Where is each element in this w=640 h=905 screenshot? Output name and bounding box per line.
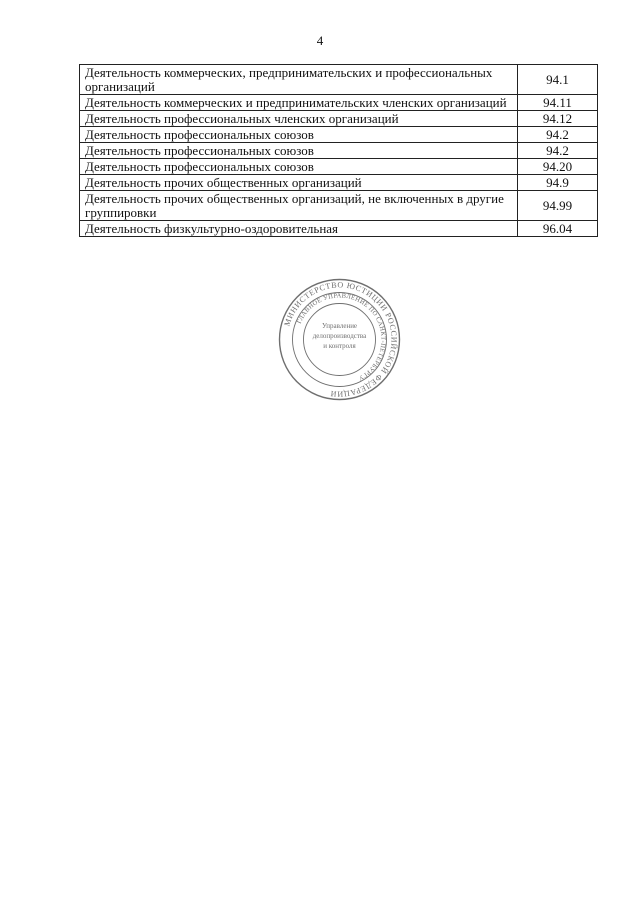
table-row: [80, 127, 598, 143]
activity-codes-table: [79, 64, 598, 237]
table-row: [80, 65, 598, 95]
code-cell: 94.12: [518, 111, 598, 127]
stamp-seal-graphic: [277, 277, 402, 402]
code-cell: 94.2: [518, 143, 598, 159]
activity-cell: Деятельность профессиональных союзов: [80, 143, 518, 159]
activity-cell: Деятельность коммерческих, предпринимательских и профессиональных организаций: [80, 65, 518, 95]
official-stamp: [277, 277, 402, 402]
activity-cell: Деятельность прочих общественных организаций, не включенных в другие группировки: [80, 191, 518, 221]
code-cell: 94.20: [518, 159, 598, 175]
code-cell: 94.2: [518, 127, 598, 143]
code-cell: 94.9: [518, 175, 598, 191]
stamp-center-line1: Управление: [321, 322, 358, 330]
code-cell: 94.1: [518, 65, 598, 95]
table-row: [80, 191, 598, 221]
table-row: [80, 221, 598, 237]
table-row: [80, 95, 598, 111]
table-row: [80, 159, 598, 175]
activity-cell: Деятельность прочих общественных организаций: [80, 175, 518, 191]
activity-cell: Деятельность физкультурно-оздоровительная: [80, 221, 518, 237]
table-row: [80, 175, 598, 191]
activity-cell: Деятельность профессиональных членских организаций: [80, 111, 518, 127]
table-row: [80, 143, 598, 159]
activity-cell: Деятельность коммерческих и предпринимательских членских организаций: [80, 95, 518, 111]
stamp-center-line2: делопроизводства: [312, 332, 367, 340]
code-cell: 94.99: [518, 191, 598, 221]
code-cell: 94.11: [518, 95, 598, 111]
activity-cell: Деятельность профессиональных союзов: [80, 159, 518, 175]
stamp-ring-text: МИНИСТЕРСТВО ЮСТИЦИИ РОССИЙСКОЙ ФЕДЕРАЦИИ: [282, 280, 399, 399]
code-cell: 96.04: [518, 221, 598, 237]
page-number: 4: [316, 33, 324, 48]
table-row: [80, 111, 598, 127]
activity-cell: Деятельность профессиональных союзов: [80, 127, 518, 143]
stamp-inner-ring-text: ГЛАВНОЕ УПРАВЛЕНИЕ ПО САНКТ-ПЕТЕРБУРГУ: [295, 292, 387, 382]
stamp-center-line3: и контроля: [323, 342, 356, 350]
